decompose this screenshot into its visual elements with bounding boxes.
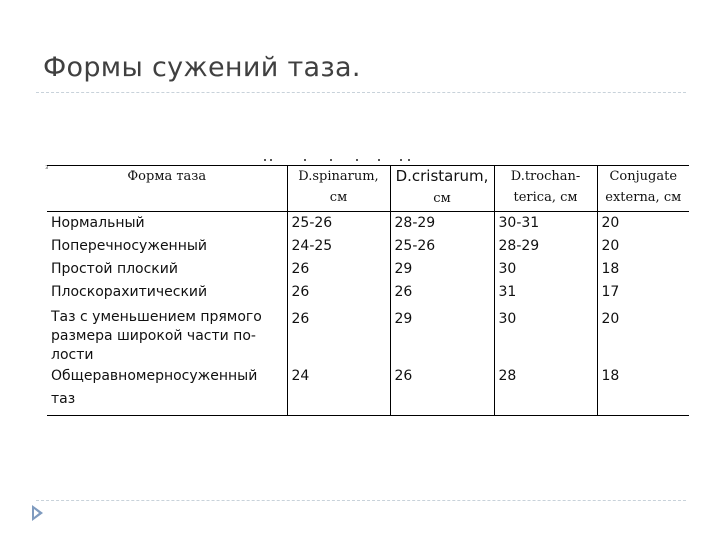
row-form: Общеравномерносуженный таз	[47, 365, 287, 416]
row-conjugata: 17	[597, 281, 689, 304]
margin-mark: з	[45, 164, 49, 171]
row-d-trochanterica: 30	[494, 258, 597, 281]
row-conjugata: 20	[597, 304, 689, 365]
table-row	[47, 281, 689, 304]
row-d-cristarum: 26	[390, 281, 494, 304]
row-d-trochanterica: 30-31	[494, 212, 597, 236]
row-d-cristarum: 29	[390, 258, 494, 281]
row-d-spinarum: 24-25	[287, 235, 390, 258]
row-d-spinarum: 26	[287, 258, 390, 281]
footer-divider	[36, 500, 686, 501]
row-form: Поперечносуженный	[47, 235, 287, 258]
header-d-trochanterica: D.trochan- terica, см	[494, 166, 597, 212]
row-conjugata: 20	[597, 235, 689, 258]
header-pelvis-form: Форма таза	[47, 166, 287, 212]
row-d-cristarum: 29	[390, 304, 494, 365]
table-header-row	[47, 166, 689, 212]
row-form: Нормальный	[47, 212, 287, 236]
row-d-trochanterica: 28	[494, 365, 597, 416]
slide-title: Формы сужений таза.	[43, 52, 361, 83]
row-d-cristarum: 26	[390, 365, 494, 416]
header-d-cristarum: D.cristarum, см	[390, 166, 494, 212]
row-d-cristarum: 25-26	[390, 235, 494, 258]
row-form: Простой плоский	[47, 258, 287, 281]
row-d-trochanterica: 31	[494, 281, 597, 304]
pelvis-forms-table	[47, 165, 689, 416]
header-d-spinarum: D.spinarum, см	[287, 166, 390, 212]
table-row	[47, 258, 689, 281]
table-row	[47, 212, 689, 236]
table-row	[47, 235, 689, 258]
row-d-trochanterica: 28-29	[494, 235, 597, 258]
row-d-spinarum: 26	[287, 281, 390, 304]
table-row	[47, 365, 689, 416]
row-form: Таз с уменьшением прямого размера широкой части по- лости	[47, 304, 287, 365]
row-conjugata: 18	[597, 258, 689, 281]
triangle-arrow-icon	[32, 505, 43, 521]
scan-artifacts	[260, 159, 420, 163]
table-row	[47, 304, 689, 365]
row-d-spinarum: 26	[287, 304, 390, 365]
row-d-spinarum: 25-26	[287, 212, 390, 236]
row-d-spinarum: 24	[287, 365, 390, 416]
row-form: Плоскорахитический	[47, 281, 287, 304]
row-d-cristarum: 28-29	[390, 212, 494, 236]
row-conjugata: 18	[597, 365, 689, 416]
row-d-trochanterica: 30	[494, 304, 597, 365]
row-conjugata: 20	[597, 212, 689, 236]
header-conjugata-externa: Conjugate externa, см	[597, 166, 689, 212]
title-divider	[36, 92, 686, 93]
